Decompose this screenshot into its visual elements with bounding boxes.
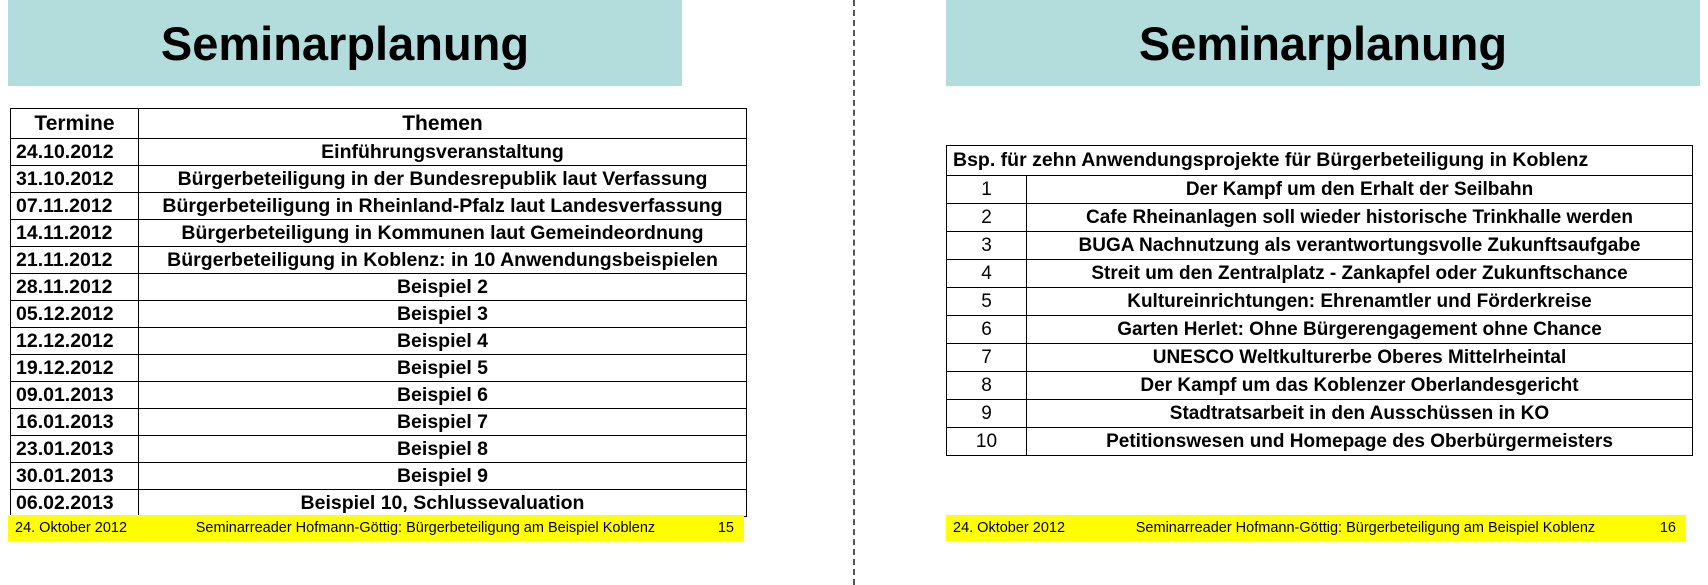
cell-topic: Beispiel 9: [139, 463, 747, 490]
slide-right: [946, 0, 1708, 585]
column-header-topics: Themen: [139, 109, 747, 139]
column-header-dates: Termine: [11, 109, 139, 139]
cell-number: 8: [947, 372, 1027, 400]
cell-date: 09.01.2013: [11, 382, 139, 409]
cell-project: Stadtratsarbeit in den Ausschüssen in KO: [1027, 400, 1693, 428]
table-row: [11, 490, 747, 517]
table-row: [11, 355, 747, 382]
cell-project: Der Kampf um den Erhalt der Seilbahn: [1027, 176, 1693, 204]
cell-number: 7: [947, 344, 1027, 372]
cell-number: 1: [947, 176, 1027, 204]
cell-project: Kultureinrichtungen: Ehrenamtler und Förderkreise: [1027, 288, 1693, 316]
footer-date: 24. Oktober 2012: [15, 520, 128, 536]
table-row: [11, 274, 747, 301]
table-row: [947, 344, 1693, 372]
slide-left-footer: [8, 515, 744, 541]
cell-number: 5: [947, 288, 1027, 316]
seminar-schedule-table-wrap: [10, 108, 746, 517]
footer-title: Seminarreader Hofmann-Göttig: Bürgerbeteiligung am Beispiel Koblenz: [1135, 520, 1596, 536]
table-row: [11, 463, 747, 490]
cell-date: 21.11.2012: [11, 247, 139, 274]
table-row: [11, 436, 747, 463]
cell-topic: Beispiel 5: [139, 355, 747, 382]
table-row: [947, 260, 1693, 288]
page-title: Seminarplanung: [160, 16, 530, 70]
cell-project: Petitionswesen und Homepage des Oberbürgermeisters: [1027, 428, 1693, 456]
footer-page-number: 15: [717, 520, 734, 536]
footer-page-number: 16: [1659, 520, 1676, 536]
cell-topic: Bürgerbeteiligung in Koblenz: in 10 Anwendungsbeispielen: [139, 247, 747, 274]
cell-date: 14.11.2012: [11, 220, 139, 247]
cell-date: 28.11.2012: [11, 274, 139, 301]
cell-topic: Beispiel 2: [139, 274, 747, 301]
cell-date: 06.02.2013: [11, 490, 139, 517]
cell-topic: Beispiel 8: [139, 436, 747, 463]
page-title: Seminarplanung: [1138, 16, 1508, 70]
table-row: [11, 220, 747, 247]
cell-project: Der Kampf um das Koblenzer Oberlandesgericht: [1027, 372, 1693, 400]
table-row: [11, 247, 747, 274]
cell-date: 30.01.2013: [11, 463, 139, 490]
table-header-row: [947, 146, 1693, 176]
cell-project: Cafe Rheinanlagen soll wieder historische Trinkhalle werden: [1027, 204, 1693, 232]
table-row: [11, 193, 747, 220]
cell-topic: Bürgerbeteiligung in der Bundesrepublik laut Verfassung: [139, 166, 747, 193]
cell-number: 3: [947, 232, 1027, 260]
cell-date: 05.12.2012: [11, 301, 139, 328]
cell-project: UNESCO Weltkulturerbe Oberes Mittelrheintal: [1027, 344, 1693, 372]
table-row: [11, 328, 747, 355]
table-header-row: [11, 109, 747, 139]
footer-date: 24. Oktober 2012: [953, 520, 1066, 536]
table-row: [11, 409, 747, 436]
cell-project: Garten Herlet: Ohne Bürgerengagement ohne Chance: [1027, 316, 1693, 344]
seminar-schedule-table: [10, 108, 747, 517]
table-row: [947, 288, 1693, 316]
cell-number: 10: [947, 428, 1027, 456]
footer-title: Seminarreader Hofmann-Göttig: Bürgerbeteiligung am Beispiel Koblenz: [195, 520, 656, 536]
cell-date: 24.10.2012: [11, 139, 139, 166]
table-row: [11, 301, 747, 328]
table-row: [947, 372, 1693, 400]
cell-topic: Beispiel 3: [139, 301, 747, 328]
projects-table-header: Bsp. für zehn Anwendungsprojekte für Bürgerbeteiligung in Koblenz: [947, 146, 1693, 176]
table-row: [947, 316, 1693, 344]
cell-date: 07.11.2012: [11, 193, 139, 220]
cell-topic: Einführungsveranstaltung: [139, 139, 747, 166]
cell-number: 4: [947, 260, 1027, 288]
cell-topic: Beispiel 7: [139, 409, 747, 436]
slide-divider: [853, 0, 855, 585]
cell-date: 16.01.2013: [11, 409, 139, 436]
table-row: [947, 176, 1693, 204]
cell-topic: Bürgerbeteiligung in Kommunen laut Gemeindeordnung: [139, 220, 747, 247]
cell-number: 2: [947, 204, 1027, 232]
table-row: [947, 428, 1693, 456]
table-row: [947, 232, 1693, 260]
cell-date: 19.12.2012: [11, 355, 139, 382]
cell-topic: Bürgerbeteiligung in Rheinland-Pfalz laut Landesverfassung: [139, 193, 747, 220]
slide-left: [0, 0, 762, 585]
cell-date: 23.01.2013: [11, 436, 139, 463]
table-row: [947, 400, 1693, 428]
projects-table-wrap: [946, 145, 1692, 456]
table-row: [11, 166, 747, 193]
cell-project: Streit um den Zentralplatz - Zankapfel oder Zukunftschance: [1027, 260, 1693, 288]
table-row: [11, 382, 747, 409]
projects-table: [946, 145, 1693, 456]
table-row: [11, 139, 747, 166]
cell-number: 6: [947, 316, 1027, 344]
table-row: [947, 204, 1693, 232]
cell-topic: Beispiel 10, Schlussevaluation: [139, 490, 747, 517]
slide-right-footer: [946, 515, 1686, 541]
cell-date: 12.12.2012: [11, 328, 139, 355]
cell-project: BUGA Nachnutzung als verantwortungsvolle Zukunftsaufgabe: [1027, 232, 1693, 260]
cell-topic: Beispiel 4: [139, 328, 747, 355]
slide-right-title-bar: [946, 0, 1700, 86]
cell-number: 9: [947, 400, 1027, 428]
cell-date: 31.10.2012: [11, 166, 139, 193]
cell-topic: Beispiel 6: [139, 382, 747, 409]
slide-left-title-bar: [8, 0, 682, 86]
